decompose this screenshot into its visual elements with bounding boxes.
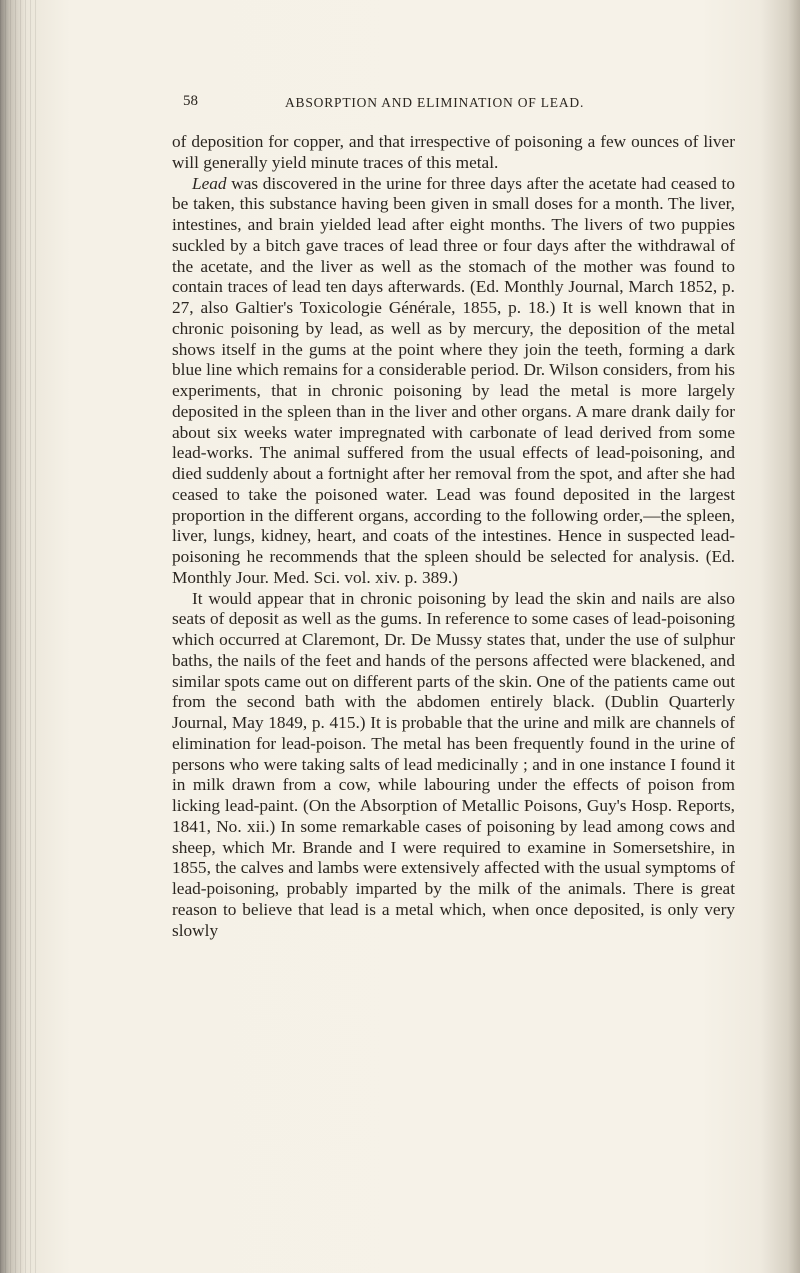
paragraph-2 <box>172 174 735 589</box>
paragraph-text: of deposition for copper, and that irrespective of poisoning a few ounces of liver will generally yield minute traces of this metal. <box>172 132 735 172</box>
paragraph-3 <box>172 589 735 942</box>
paragraph-text: It would appear that in chronic poisoning by lead the skin and nails are also seats of deposit as well as the gums. In reference to some cases of lead-poisoning which occurred at Claremont, Dr. De Mussy states that, under the use of sulphur baths, the nails of the feet and hands of the persons affected were blackened, and similar spots came out on different parts of the skin. One of the patients came out from the second bath with the abdomen entirely black. (Dublin Quarterly Journal, May 1849, p. 415.) It is probable that the urine and milk are channels of elimination for lead-poison. The metal has been frequently found in the urine of persons who were taking salts of lead medicinally ; and in one instance I found it in milk drawn from a cow, while labouring under the effects of poison from licking lead-paint. (On the Absorption of Metallic Poisons, Guy's Hosp. Reports, 1841, No. xii.) In some remarkable cases of poisoning by lead among cows and sheep, which Mr. Brande and I were required to examine in Somersetshire, in 1855, the calves and lambs were extensively affected with the usual symptoms of lead-poisoning, probably imparted by the milk of the animals. There is great reason to believe that lead is a metal which, when once deposited, is only very slowly <box>172 588 735 940</box>
italic-lead-term: Lead <box>192 173 227 193</box>
binding-gutter <box>0 0 40 1273</box>
running-title: ABSORPTION AND ELIMINATION OF LEAD. <box>285 95 585 110</box>
paragraph-text: was discovered in the urine for three days after the acetate had ceased to be taken, this substance having been given in small doses for a month. The liver, intestines, and brain yielded lead after eight months. The livers of two puppies suckled by a bitch gave traces of lead three or four days after the withdrawal of the acetate, and the liver as well as the stomach of the mother was found to contain traces of lead ten days afterwards. (Ed. Monthly Journal, March 1852, p. 27, also Galtier's Toxicologie Générale, 1855, p. 18.) It is well known that in chronic poisoning by lead, as well as by mercury, the deposition of the metal shows itself in the gums at the point where they join the teeth, forming a dark blue line which remains for a considerable period. Dr. Wilson considers, from his experiments, that in chronic poisoning by lead the metal is more largely deposited in the spleen than in the liver and other organs. A mare drank daily for about six weeks water impregnated with carbonate of lead derived from some lead-works. The animal suffered from the usual effects of lead-poisoning, and died suddenly about a fortnight after her removal from the spot, and after she had ceased to take the poisoned water. Lead was found deposited in the largest proportion in the different organs, according to the following order,—the spleen, liver, lungs, kidney, heart, and coats of the intestines. Hence in suspected lead-poisoning he recommends that the spleen should be selected for analysis. (Ed. Monthly Jour. Med. Sci. vol. xiv. p. 389.) <box>172 173 735 587</box>
body-text <box>172 132 735 941</box>
paragraph-1 <box>172 132 735 174</box>
page-number: 58 <box>183 93 198 109</box>
page-header <box>183 93 723 117</box>
